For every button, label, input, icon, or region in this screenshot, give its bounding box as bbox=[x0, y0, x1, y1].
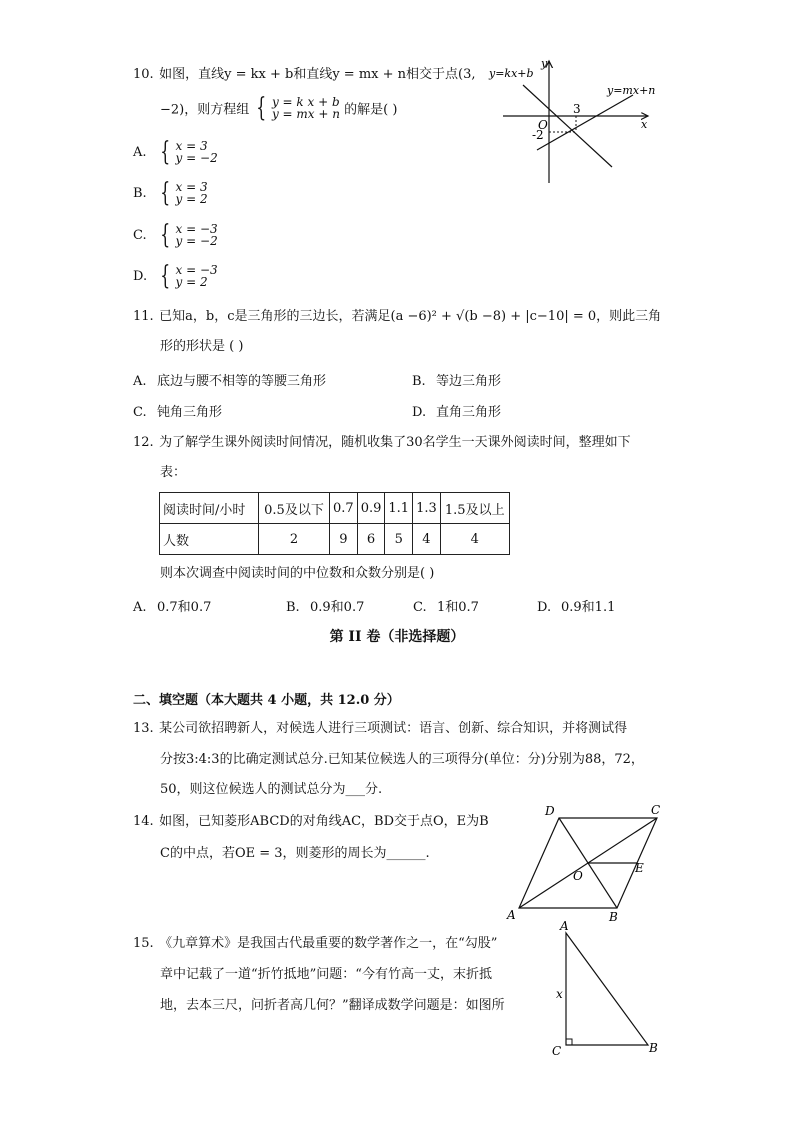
label-c: C bbox=[552, 1044, 562, 1058]
q10-text-line2-pre: −2)，则方程组 bbox=[160, 102, 250, 118]
q10-option-a[interactable]: A. { x = 3 y = −2 bbox=[133, 137, 218, 167]
q10-system: { y = k x + b y = mx + n bbox=[256, 93, 340, 123]
label-a: A bbox=[507, 908, 516, 922]
x-tick-label: 3 bbox=[573, 102, 581, 116]
q11-option-b[interactable]: B. 等边三角形 bbox=[412, 374, 502, 389]
q12-number: 12. bbox=[133, 435, 154, 450]
right-angle-mark bbox=[566, 1039, 572, 1045]
q11-number: 11. bbox=[133, 309, 154, 324]
label-o: O bbox=[573, 869, 583, 883]
q13-line1: 13. 某公司欲招聘新人，对候选人进行三项测试：语言、创新、综合知识，并将测试得 bbox=[133, 717, 627, 741]
q10-text-line2-post: 的解是( ) bbox=[344, 102, 398, 118]
q14-number: 14. bbox=[133, 814, 154, 829]
label-line2: y=mx+n bbox=[607, 84, 656, 97]
label-b: B bbox=[609, 910, 618, 924]
y-label: y bbox=[541, 57, 548, 70]
q10-option-c[interactable]: C. { x = −3 y = −2 bbox=[133, 220, 218, 250]
line-kx-b bbox=[523, 85, 612, 167]
table-row: 阅读时间/小时 0.5及以下 0.7 0.9 1.1 1.3 1.5及以上 bbox=[160, 493, 510, 524]
q14-line2: C的中点，若OE = 3，则菱形的周长为______. bbox=[160, 846, 430, 861]
origin-label: O bbox=[538, 118, 548, 132]
triangle bbox=[566, 933, 648, 1045]
q14-figure bbox=[505, 800, 670, 925]
q10-line2 bbox=[160, 93, 398, 123]
q12-option-b[interactable]: B. 0.9和0.7 bbox=[286, 600, 365, 615]
q10-option-d[interactable]: D. { x = −3 y = 2 bbox=[133, 261, 218, 291]
q15-number: 15. bbox=[133, 936, 154, 951]
label-e: E bbox=[635, 861, 644, 875]
q10-number: 10. bbox=[133, 67, 154, 82]
q12-question: 则本次调查中阅读时间的中位数和众数分别是( ) bbox=[160, 566, 435, 581]
part2-title: 第 II 卷（非选择题） bbox=[329, 629, 465, 645]
q12-option-d[interactable]: D. 0.9和1.1 bbox=[537, 600, 616, 615]
q12-option-c[interactable]: C. 1和0.7 bbox=[413, 600, 479, 615]
q11-option-d[interactable]: D. 直角三角形 bbox=[412, 405, 502, 420]
label-d: D bbox=[545, 804, 555, 818]
q10-line1 bbox=[133, 63, 476, 87]
table-row: 人数 2 9 6 5 4 4 bbox=[160, 524, 510, 555]
q12-line1 bbox=[133, 431, 631, 455]
q10-system-row2: y = mx + n bbox=[271, 107, 340, 121]
q10-system-row1: y = k x + b bbox=[271, 95, 340, 109]
y-tick-label: -2 bbox=[532, 128, 544, 142]
q13-number: 13. bbox=[133, 721, 154, 736]
q15-figure bbox=[548, 918, 668, 1058]
q12-table bbox=[159, 492, 510, 555]
label-c: C bbox=[651, 803, 661, 817]
q11-text-line2: 形的形状是 ( ) bbox=[160, 339, 244, 354]
q11-text-line1: 已知a，b，c是三角形的三边长，若满足(a −6)² + √(b −8) + |c−10| = 0，则此三角 bbox=[159, 309, 662, 324]
q12-text-line1: 为了解学生课外阅读时间情况，随机收集了30名学生一天课外阅读时间，整理如下 bbox=[159, 435, 631, 450]
x-label: x bbox=[641, 118, 648, 131]
label-b: B bbox=[649, 1041, 658, 1055]
label-a: A bbox=[560, 919, 569, 933]
q11-line1 bbox=[133, 305, 661, 329]
label-x: x bbox=[556, 987, 563, 1001]
q13-line2: 分按3:4:3的比确定测试总分.已知某位候选人的三项得分(单位：分)分别为88，72， bbox=[160, 752, 644, 767]
q10-figure bbox=[485, 55, 665, 190]
section2-title: 二、填空题（本大题共 4 小题，共 12.0 分） bbox=[133, 693, 400, 708]
q11-option-c[interactable]: C. 钝角三角形 bbox=[133, 405, 223, 420]
q12-text-line2: 表： bbox=[160, 465, 187, 480]
q15-line1: 15. 《九章算术》是我国古代最重要的数学著作之一，在“勾股” bbox=[133, 932, 497, 956]
q14-line1: 14. 如图，已知菱形ABCD的对角线AC，BD交于点O，E为B bbox=[133, 810, 489, 834]
q13-line3: 50，则这位候选人的测试总分为___分. bbox=[160, 782, 383, 797]
q15-line2: 章中记载了一道“折竹抵地”问题：“今有竹高一丈，末折抵 bbox=[160, 967, 492, 982]
label-line1: y=kx+b bbox=[489, 67, 534, 80]
q10-option-b[interactable]: B. { x = 3 y = 2 bbox=[133, 178, 208, 208]
q10-text-line1: 如图，直线y = kx + b和直线y = mx + n相交于点(3, bbox=[159, 67, 476, 82]
q12-option-a[interactable]: A. 0.7和0.7 bbox=[133, 600, 212, 615]
q11-option-a[interactable]: A. 底边与腰不相等的等腰三角形 bbox=[133, 374, 327, 389]
q15-line3: 地，去本三尺，问折者高几何？”翻译成数学问题是：如图所 bbox=[160, 998, 505, 1013]
